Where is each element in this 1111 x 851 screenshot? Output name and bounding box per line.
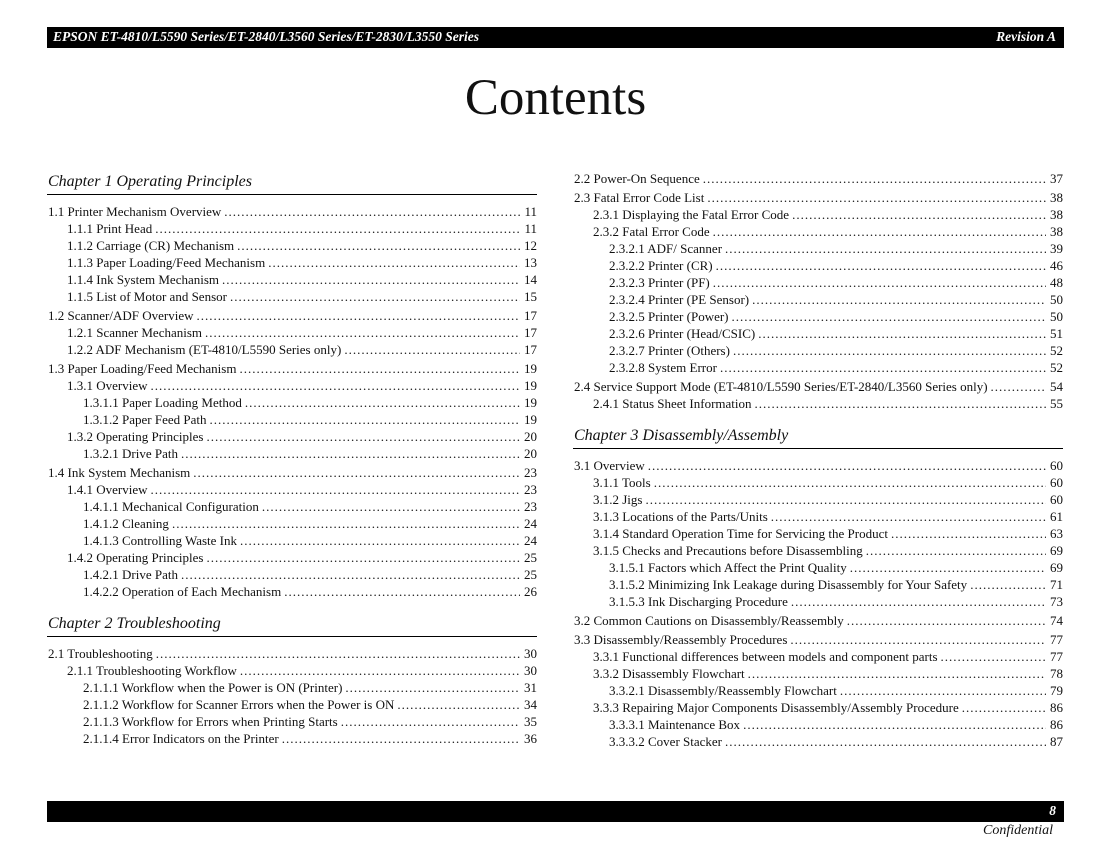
toc-entry[interactable]: 1.4 Ink System Mechanism ..... 23 (47, 464, 537, 481)
toc-entry[interactable]: 3.3.2 Disassembly Flowchart ..... 78 (573, 665, 1063, 682)
chapter-heading[interactable]: Chapter 1 Operating Principles (47, 170, 537, 195)
toc-entry[interactable]: 1.2.1 Scanner Mechanism ..... 17 (47, 324, 537, 341)
toc-entry[interactable]: 2.3.2.8 System Error ..... 52 (573, 359, 1063, 376)
toc-entry[interactable]: 3.1.5 Checks and Precautions before Disassembling ..... 69 (573, 542, 1063, 559)
toc-entry[interactable]: 1.4.1.3 Controlling Waste Ink ..... 24 (47, 532, 537, 549)
toc-entry[interactable]: 3.3.1 Functional differences between models and component parts ..... 77 (573, 648, 1063, 665)
page-title: Contents (464, 70, 647, 126)
header-revision: Revision A (996, 29, 1056, 44)
toc-entry[interactable]: 2.1.1.2 Workflow for Scanner Errors when the Power is ON ..... 34 (47, 696, 537, 713)
toc-entry[interactable]: 2.3.2.1 ADF/ Scanner ..... 39 (573, 240, 1063, 257)
toc-entry[interactable]: 1.2.2 ADF Mechanism (ET-4810/L5590 Series only) ..... 17 (47, 341, 537, 358)
toc-entry[interactable]: 2.1.1.3 Workflow for Errors when Printing Starts ..... 35 (47, 713, 537, 730)
toc-entry[interactable]: 3.1.2 Jigs ..... 60 (573, 491, 1063, 508)
toc-entry[interactable]: 2.4.1 Status Sheet Information ..... 55 (573, 395, 1063, 412)
toc-entry[interactable]: 1.1.2 Carriage (CR) Mechanism ..... 12 (47, 237, 537, 254)
toc-entry[interactable]: 2.3.2.5 Printer (Power) ..... 50 (573, 308, 1063, 325)
toc-entry[interactable]: 1.4.2.1 Drive Path ..... 25 (47, 566, 537, 583)
toc-entry[interactable]: 3.1.5.1 Factors which Affect the Print Quality ..... 69 (573, 559, 1063, 576)
toc-entry[interactable]: 2.1.1.4 Error Indicators on the Printer ..... 36 (47, 730, 537, 747)
toc-entry[interactable]: 1.3.1.2 Paper Feed Path ..... 19 (47, 411, 537, 428)
toc-entry[interactable]: 3.3.3.1 Maintenance Box ..... 86 (573, 716, 1063, 733)
toc-entry[interactable]: 1.3.1.1 Paper Loading Method ..... 19 (47, 394, 537, 411)
toc-entry[interactable]: 1.1.3 Paper Loading/Feed Mechanism ..... 13 (47, 254, 537, 271)
toc-entry[interactable]: 3.1.3 Locations of the Parts/Units ..... 61 (573, 508, 1063, 525)
footer-bar (47, 801, 1064, 822)
toc-entry[interactable]: 1.4.1.2 Cleaning ..... 24 (47, 515, 537, 532)
toc-entry[interactable]: 1.4.2.2 Operation of Each Mechanism ..... 26 (47, 583, 537, 600)
toc-entry[interactable]: 2.3.2.6 Printer (Head/CSIC) ..... 51 (573, 325, 1063, 342)
toc-entry[interactable]: 1.4.2 Operating Principles ..... 25 (47, 549, 537, 566)
toc-entry[interactable]: 1.4.1.1 Mechanical Configuration ..... 23 (47, 498, 537, 515)
toc-entry[interactable]: 2.3.2.4 Printer (PE Sensor) ..... 50 (573, 291, 1063, 308)
toc-entry[interactable]: 3.1.1 Tools ..... 60 (573, 474, 1063, 491)
toc-entry[interactable]: 1.2 Scanner/ADF Overview ..... 17 (47, 307, 537, 324)
header-bar (47, 27, 1064, 48)
toc-entry[interactable]: 1.1.4 Ink System Mechanism ..... 14 (47, 271, 537, 288)
toc-entry[interactable]: 3.3.3 Repairing Major Components Disassembly/Assembly Procedure ..... 86 (573, 699, 1063, 716)
toc-entry[interactable]: 2.2 Power-On Sequence ..... 37 (573, 170, 1063, 187)
toc-entry[interactable]: 1.1 Printer Mechanism Overview ..... 11 (47, 203, 537, 220)
toc-entry[interactable]: 1.3.2.1 Drive Path ..... 20 (47, 445, 537, 462)
toc-entry[interactable]: 2.3.2.2 Printer (CR) ..... 46 (573, 257, 1063, 274)
header-title: EPSON ET-4810/L5590 Series/ET-2840/L3560 Series/ET-2830/L3550 Series (53, 29, 480, 44)
toc-entry[interactable]: 3.1 Overview ..... 60 (573, 457, 1063, 474)
toc-entry[interactable]: 2.1 Troubleshooting ..... 30 (47, 645, 537, 662)
toc-entry[interactable]: 3.1.5.3 Ink Discharging Procedure ..... 73 (573, 593, 1063, 610)
page-number: 8 (1049, 803, 1056, 818)
toc-entry[interactable]: 3.3.3.2 Cover Stacker ..... 87 (573, 733, 1063, 750)
toc-entry[interactable]: 2.3.2 Fatal Error Code ..... 38 (573, 223, 1063, 240)
toc-entry[interactable]: 2.3 Fatal Error Code List ..... 38 (573, 189, 1063, 206)
toc-entry[interactable]: 2.3.2.7 Printer (Others) ..... 52 (573, 342, 1063, 359)
confidential-label: Confidential (983, 823, 1053, 838)
toc-entry[interactable]: 1.3.1 Overview ..... 19 (47, 377, 537, 394)
toc-entry[interactable]: 3.1.5.2 Minimizing Ink Leakage during Disassembly for Your Safety ..... 71 (573, 576, 1063, 593)
toc-entry[interactable]: 1.4.1 Overview ..... 23 (47, 481, 537, 498)
toc-entry[interactable]: 1.1.1 Print Head ..... 11 (47, 220, 537, 237)
toc-entry[interactable]: 2.1.1 Troubleshooting Workflow ..... 30 (47, 662, 537, 679)
toc-entry[interactable]: 2.3.1 Displaying the Fatal Error Code ..... 38 (573, 206, 1063, 223)
chapter-heading[interactable]: Chapter 3 Disassembly/Assembly (573, 424, 1063, 449)
toc-entry[interactable]: 1.3.2 Operating Principles ..... 20 (47, 428, 537, 445)
toc-entry[interactable]: 3.1.4 Standard Operation Time for Servicing the Product ..... 63 (573, 525, 1063, 542)
chapter-heading[interactable]: Chapter 2 Troubleshooting (47, 612, 537, 637)
toc-entry[interactable]: 3.3 Disassembly/Reassembly Procedures ..... 77 (573, 631, 1063, 648)
toc-entry[interactable]: 2.4 Service Support Mode (ET-4810/L5590 Series/ET-2840/L3560 Series only) ..... 54 (573, 378, 1063, 395)
toc-entry[interactable]: 3.2 Common Cautions on Disassembly/Reassembly ..... 74 (573, 612, 1063, 629)
toc-left-column (47, 170, 537, 747)
toc-entry[interactable]: 1.3 Paper Loading/Feed Mechanism ..... 19 (47, 360, 537, 377)
toc-right-column (573, 170, 1063, 750)
toc-entry[interactable]: 3.3.2.1 Disassembly/Reassembly Flowchart ..... 79 (573, 682, 1063, 699)
toc-entry[interactable]: 1.1.5 List of Motor and Sensor ..... 15 (47, 288, 537, 305)
toc-entry[interactable]: 2.1.1.1 Workflow when the Power is ON (Printer) ..... 31 (47, 679, 537, 696)
toc-entry[interactable]: 2.3.2.3 Printer (PF) ..... 48 (573, 274, 1063, 291)
